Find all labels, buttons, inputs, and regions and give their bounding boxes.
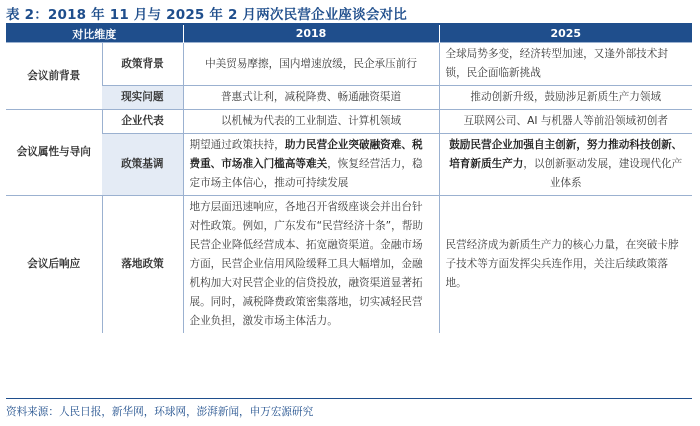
cell-2025-enterprise-rep: 互联网公司、AI 与机器人等前沿领域初创者 bbox=[439, 110, 692, 134]
label-enterprise-rep: 企业代表 bbox=[102, 110, 183, 134]
group-post-meeting: 会议后响应 bbox=[6, 196, 102, 334]
cell-2018-implementation: 地方层面迅速响应，各地召开省级座谈会并出台针对性政策。例如，广东发布“民营经济十条”，帮助民营企业降低经营成本、拓宽融资渠道。金融市场方面，民营企业信用风险缓释工具大幅增加，金融机构加大对民营企业的信贷投放，融资渠道显著拓展。同时，减税降费政策密集落地，切实减轻民营企业负担，激发市场主体活力。 bbox=[183, 196, 439, 334]
cell-2025-real-issues: 推动创新升级，鼓励涉足新质生产力领域 bbox=[439, 86, 692, 110]
cell-2018-policy-tone bbox=[183, 134, 439, 196]
group-attributes: 会议属性与导向 bbox=[6, 110, 102, 196]
row-policy-tone bbox=[6, 134, 692, 196]
row-policy-background bbox=[6, 43, 692, 86]
policy-tone-2025-highlight: 鼓励民营企业加强自主创新，努力推动科技创新、培育新质生产力 bbox=[449, 139, 683, 170]
header-dimension: 对比维度 bbox=[6, 25, 183, 43]
label-policy-tone: 政策基调 bbox=[102, 134, 183, 196]
comparison-table bbox=[6, 25, 692, 333]
cell-2018-policy-background: 中美贸易摩擦，国内增速放缓，民企承压前行 bbox=[183, 43, 439, 86]
source-note: 资料来源：人民日报，新华网，环球网，澎湃新闻，申万宏源研究 bbox=[6, 406, 314, 418]
row-enterprise-rep bbox=[6, 110, 692, 134]
policy-tone-2025-tail: ，以创新驱动发展，建设现代化产业体系 bbox=[523, 158, 683, 189]
group-pre-meeting: 会议前背景 bbox=[6, 43, 102, 110]
cell-2018-enterprise-rep: 以机械为代表的工业制造、计算机领域 bbox=[183, 110, 439, 134]
policy-tone-2018-tail: ，恢复经营活力，稳定市场主体信心，推动可持续发展 bbox=[189, 158, 423, 189]
label-implementation: 落地政策 bbox=[102, 196, 183, 334]
table-title: 表 2：2018 年 11 月与 2025 年 2 月两次民营企业座谈会对比 bbox=[6, 7, 407, 23]
row-implementation bbox=[6, 196, 692, 334]
header-row bbox=[6, 25, 692, 43]
label-policy-background: 政策背景 bbox=[102, 43, 183, 86]
cell-2025-policy-tone bbox=[439, 134, 692, 196]
header-2018: 2018 bbox=[183, 25, 439, 43]
policy-tone-2018-lead: 期望通过政策扶持， bbox=[189, 139, 285, 151]
label-real-issues: 现实问题 bbox=[102, 86, 183, 110]
cell-2025-implementation: 民营经济成为新质生产力的核心力量，在突破卡脖子技术等方面发挥尖兵连作用，关注后续政策落地。 bbox=[439, 196, 692, 334]
row-real-issues bbox=[6, 86, 692, 110]
cell-2025-policy-background: 全球局势多变，经济转型加速，又逢外部技术封锁，民企面临新挑战 bbox=[439, 43, 692, 86]
header-2025: 2025 bbox=[439, 25, 692, 43]
policy-tone-2018-highlight: 助力民营企业突破融资难、税费重、市场准入门槛高等难关 bbox=[189, 139, 423, 170]
cell-2018-real-issues: 普惠式让利，减税降费、畅通融资渠道 bbox=[183, 86, 439, 110]
bottom-rule bbox=[6, 398, 692, 399]
